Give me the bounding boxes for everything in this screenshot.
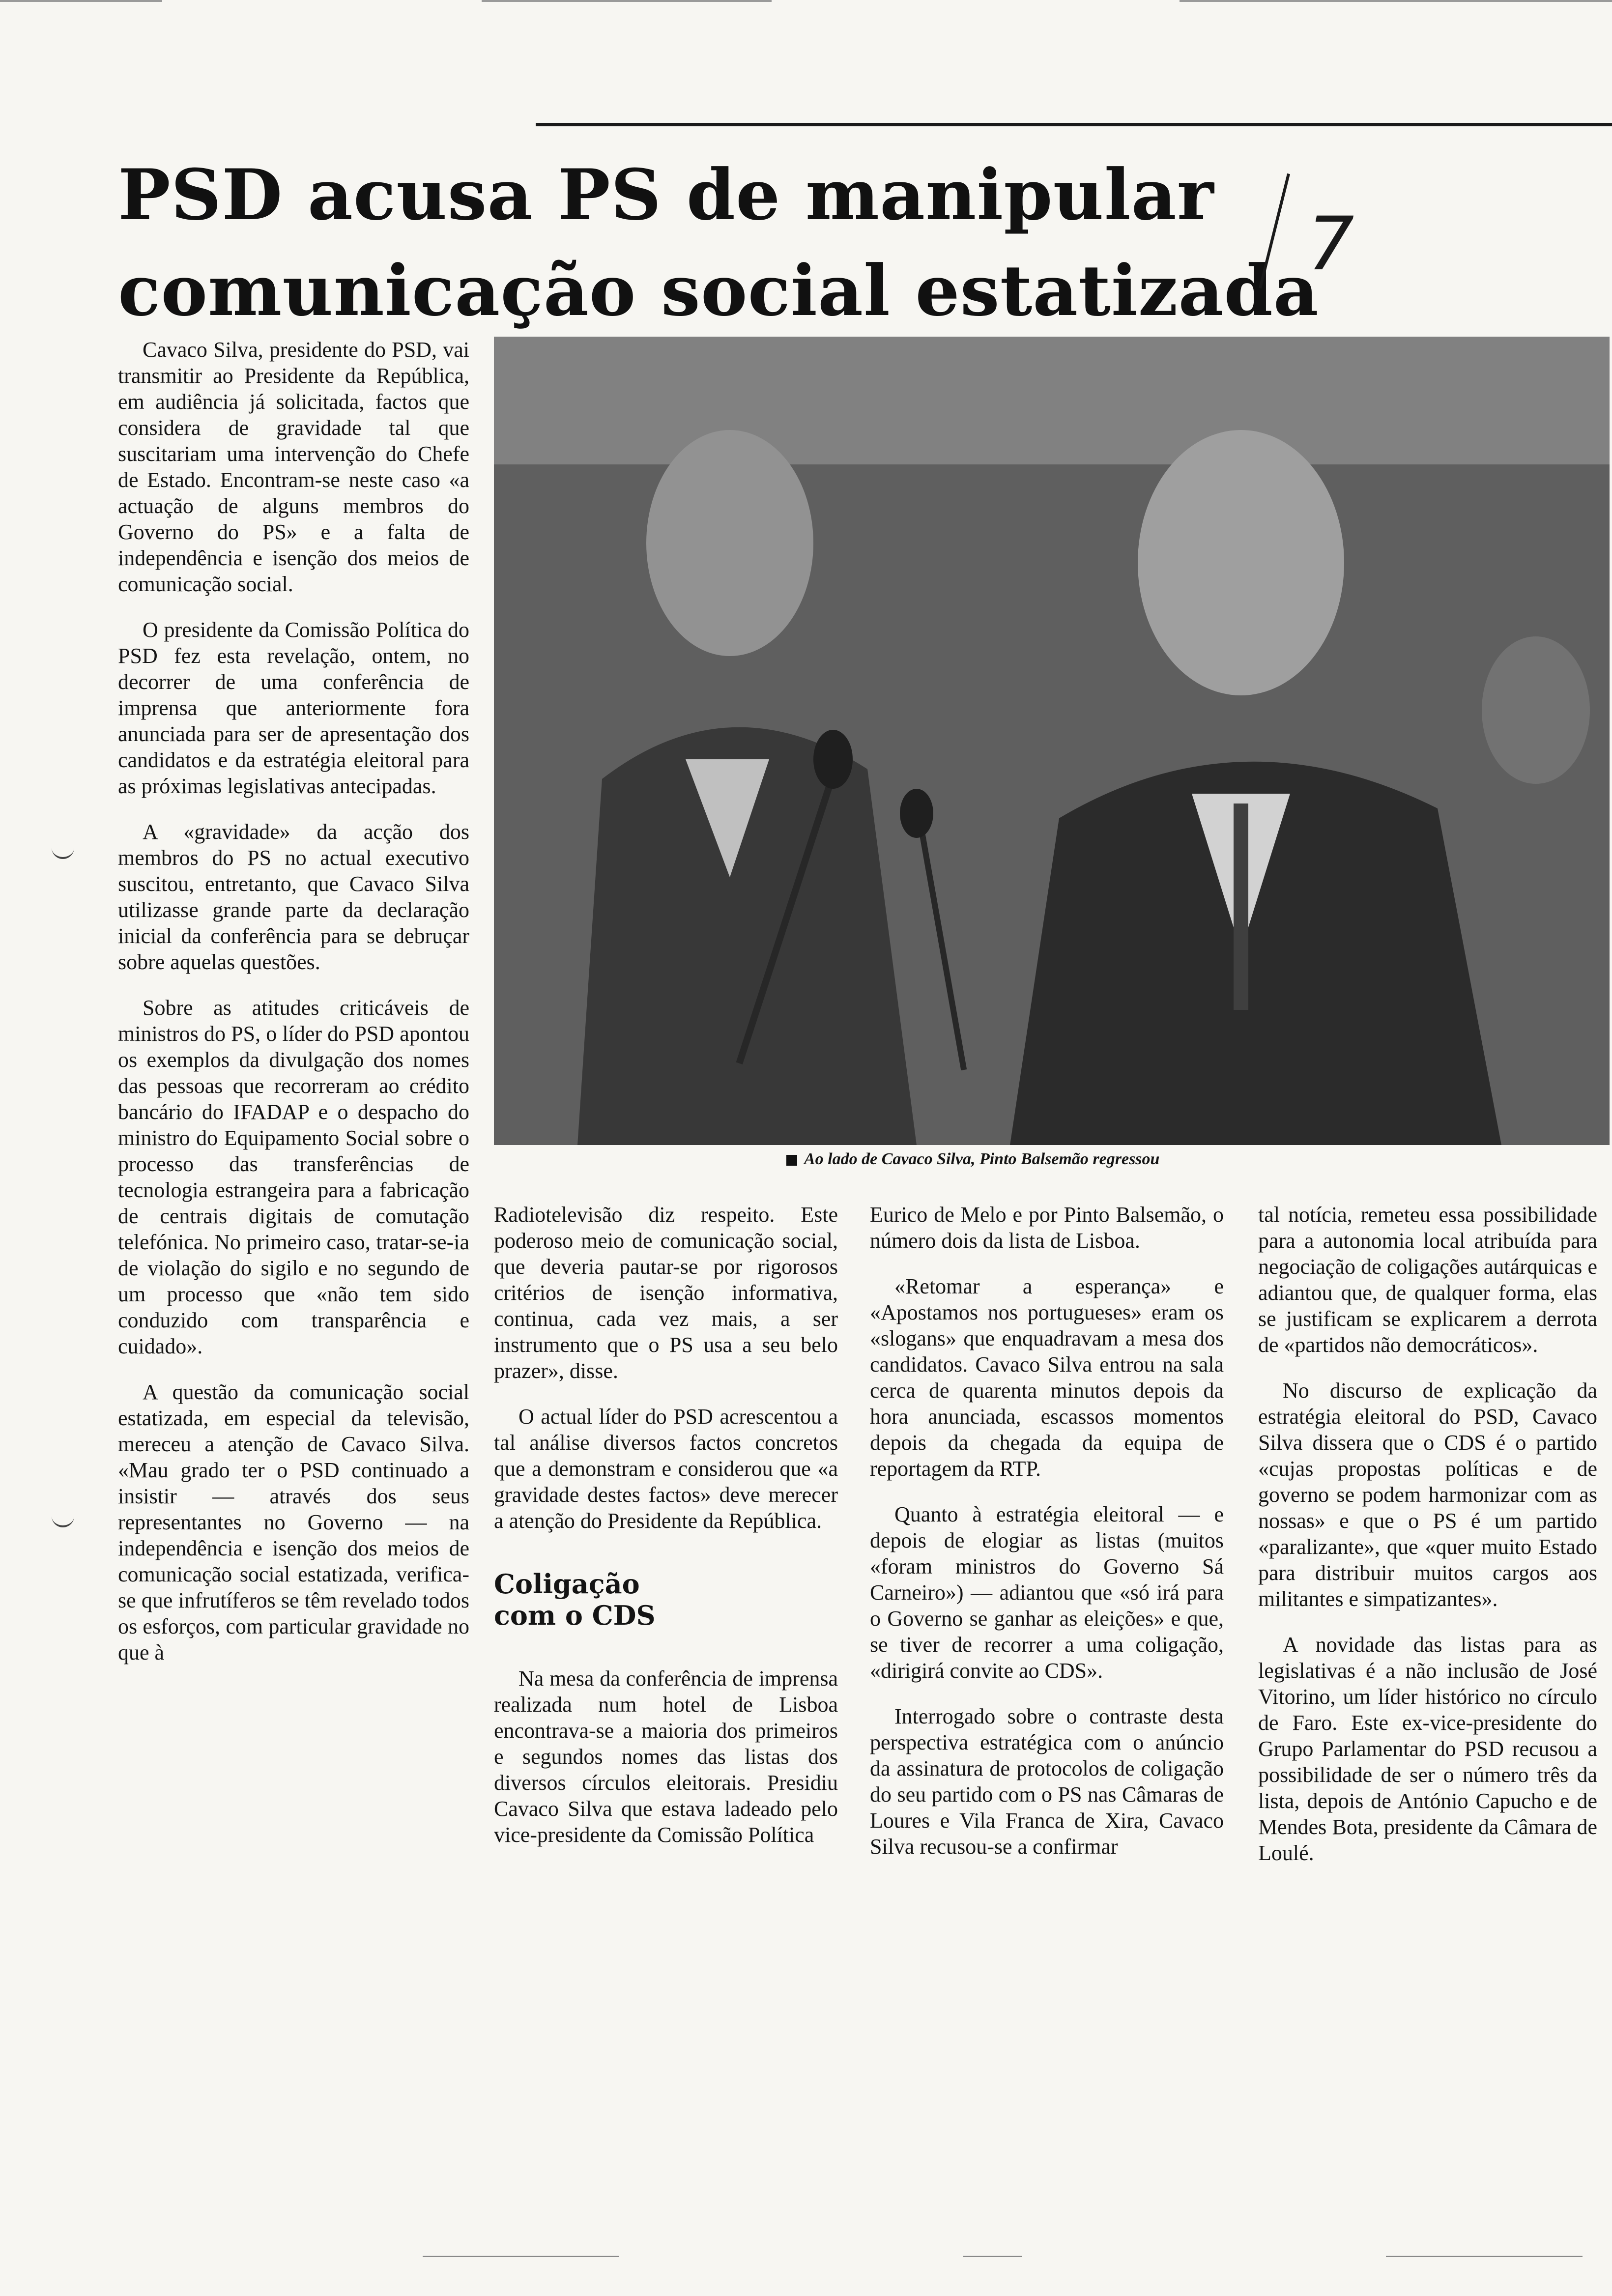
scan-edge-line: [0, 0, 162, 2]
scan-edge-line: [1180, 0, 1612, 2]
paragraph: O actual líder do PSD acrescentou a tal análise diversos factos concretos que a demonstram e considerou que «a gravidade destes factos» deve merecer a atenção do Presidente da República.: [494, 1405, 838, 1533]
paragraph: A «gravidade» da acção dos membros do PS no actual executivo suscitou, entretanto, que Cavaco Silva utilizasse grande parte da declaração inicial da conferência para se debruçar sobre aquelas questões.: [118, 820, 469, 974]
scan-edge-line: [482, 0, 772, 2]
paragraph: No discurso de explicação da estratégia eleitoral do PSD, Cavaco Silva dissera que o CDS é o partido «cujas propostas políticas e de governo se podem harmonizar com as nossas» e que o PS é um partido «paralizante», que «quer muito Estado para distribuir muitos cargos aos militantes e simpatizantes».: [1258, 1378, 1597, 1611]
paragraph: Quanto à estratégia eleitoral — e depois de elogiar as listas (muitos «foram ministros do Governo Sá Carneiro») — adiantou que «só irá para o Governo se ganhar as eleições» e que, se tiver de recorrer a uma coligação, «dirigirá convite ao CDS».: [870, 1502, 1224, 1683]
punch-mark: [52, 845, 74, 859]
headline-line-2: comunicação social estatizada: [118, 250, 1319, 332]
scan-edge-line: [423, 2256, 619, 2257]
paragraph: tal notícia, remeteu essa possibilidade para a autonomia local atribuída para negociação de coligações autárquicas e adiantou que, de qualquer forma, elas se justificam se explicarem a derrota de «partidos não democráticos».: [1258, 1203, 1597, 1357]
photo-icon: [494, 337, 1610, 1145]
paragraph: Sobre as atitudes criticáveis de ministros do PS, o líder do PSD apontou os exemplos da divulgação dos nomes das pessoas que recorreram ao crédito bancário do IFADAP e o despacho do ministro do Equipamento Social sobre o processo das transferências de tecnologia estrangeira para a fabricação de centrais digitais de comutação telefónica. No primeiro caso, tratar-se-ia de violação do sigilo e no segundo de um processo que «não tem sido conduzido com transparência e cuidado».: [118, 996, 469, 1358]
paragraph: «Retomar a esperança» e «Apostamos nos portugueses» eram os «slogans» que enquadravam a mesa dos candidatos. Cavaco Silva entrou na sala cerca de quarenta minutos depois da hora anunciada, escassos momentos depois da chegada da equipa de reportagem da RTP.: [870, 1274, 1224, 1481]
paragraph: Radiotelevisão diz respeito. Este poderoso meio de comunicação social, que deveria pautar-se por rigorosos critérios de isenção informativa, continua, cada vez mais, a ser instrumento que o PS usa a seu belo prazer», disse.: [494, 1203, 838, 1383]
column-3: [870, 1202, 1224, 1879]
scan-edge-line: [963, 2256, 1022, 2257]
caption-bullet-icon: [786, 1155, 797, 1166]
paragraph: Interrogado sobre o contraste desta perspectiva estratégica com o anúncio da assinatura de protocolos de coligação do seu partido com o PS nas Câmaras de Loures e Vila Franca de Xira, Cavaco Silva recusou-se a confirmar: [870, 1704, 1224, 1859]
subheading-line-2: com o CDS: [494, 1600, 656, 1631]
paragraph: Eurico de Melo e por Pinto Balsemão, o número dois da lista de Lisboa.: [870, 1203, 1224, 1253]
paragraph: A novidade das listas para as legislativas é a não inclusão de José Vitorino, um líder histórico no círculo de Faro. Este ex-vice-presidente do Grupo Parlamentar do PSD recusou a possibilidade de ser o número três da lista, depois de António Capucho e de Mendes Bota, presidente da Câmara de Loulé.: [1258, 1633, 1597, 1865]
news-photo: [494, 337, 1610, 1145]
column-1: [118, 337, 469, 1685]
headline-line-1: PSD acusa PS de manipular: [118, 154, 1214, 236]
column-2: [494, 1202, 838, 1867]
scan-edge-line: [1386, 2256, 1583, 2257]
column-4: [1258, 1202, 1597, 1886]
photo-caption: [786, 1150, 1159, 1169]
paragraph: Cavaco Silva, presidente do PSD, vai transmitir ao Presidente da República, em audiência já solicitada, factos que considera de gravidade tal que suscitariam uma intervenção do Chefe de Estado. Encontram-se neste caso «a actuação de alguns membros do Governo do PS» e a falta de independência e isenção dos meios de comunicação social.: [118, 338, 469, 596]
paragraph: O presidente da Comissão Política do PSD fez esta revelação, ontem, no decorrer de uma conferência de imprensa que anteriormente fora anunciada para ser de apresentação dos candidatos e da estratégia eleitoral para as próximas legislativas antecipadas.: [118, 618, 469, 798]
punch-mark: [52, 1514, 74, 1527]
paragraph: A questão da comunicação social estatizada, em especial da televisão, mereceu a atenção de Cavaco Silva. «Mau grado ter o PSD continuado a insistir — através dos seus representantes no Governo — na independência e isenção dos meios de comunicação social estatizada, verifica-se que infrutíferos se têm revelado todos os esforços, com particular gravidade no que à: [118, 1380, 469, 1665]
handwritten-page-number: 7: [1307, 201, 1354, 287]
top-rule: [536, 123, 1612, 126]
paragraph: Na mesa da conferência de imprensa realizada num hotel de Lisboa encontrava-se a maioria dos primeiros e segundos nomes das listas dos diversos círculos eleitorais. Presidiu Cavaco Silva que estava ladeado pelo vice-presidente da Comissão Política: [494, 1666, 838, 1847]
subheading-line-1: Coligação: [494, 1568, 640, 1600]
subheading: [494, 1568, 838, 1631]
photo-caption-text: Ao lado de Cavaco Silva, Pinto Balsemão regressou: [804, 1150, 1160, 1168]
